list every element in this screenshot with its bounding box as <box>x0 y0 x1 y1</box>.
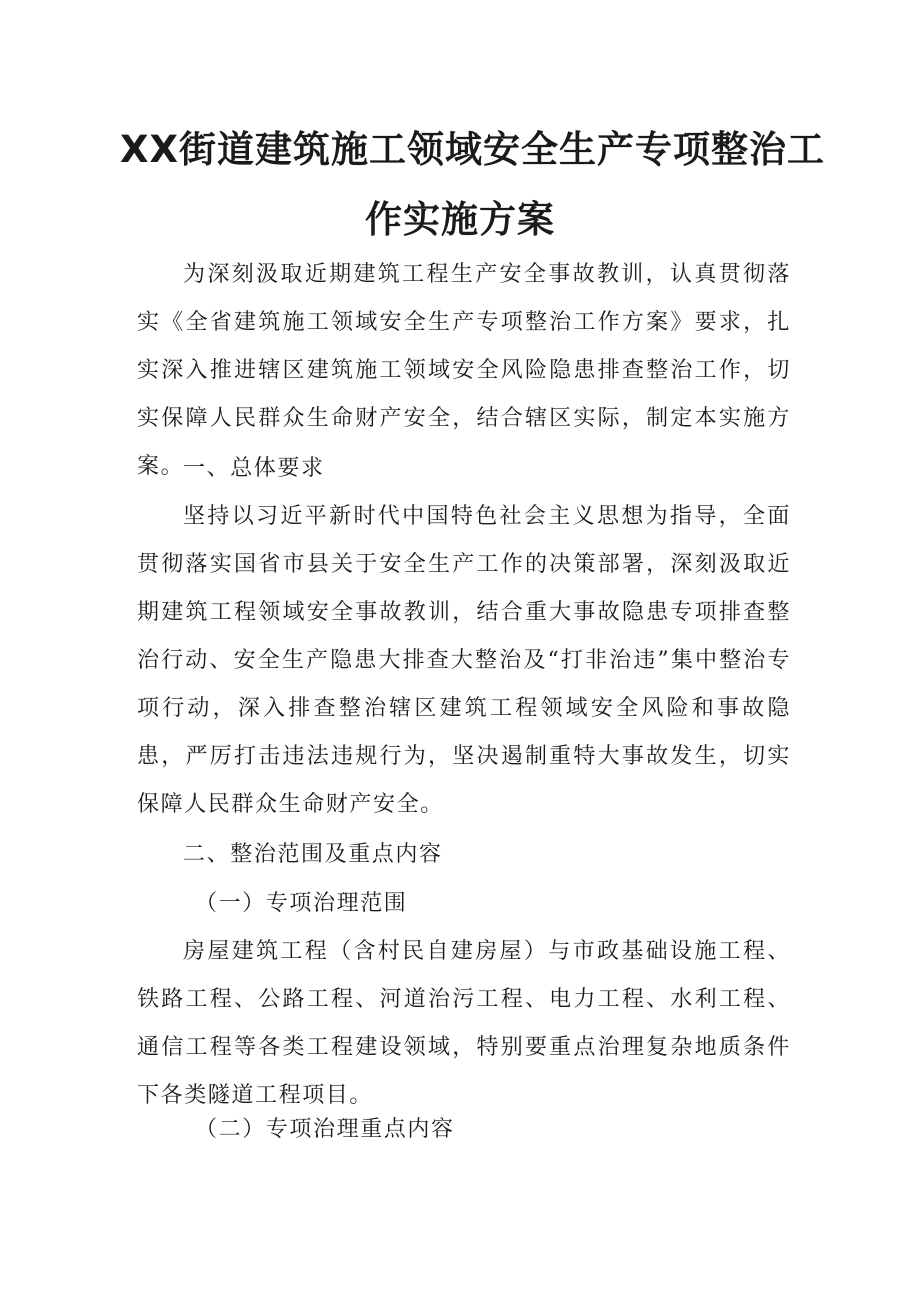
section2-heading: 二、整治范围及重点内容 <box>183 842 443 867</box>
section1-heading: 一、总体要求 <box>183 456 325 481</box>
subsection1-paragraph: 房屋建筑工程（含村民自建房屋）与市政基础设施工程、铁路工程、公路工程、河道治污工程、电力工程、水利工程、通信工程等各类工程建设领域，特别要重点治理复杂地质条件下各类隧道工程项目。 <box>137 939 791 1108</box>
document-title-line1: XX街道建筑施工领域安全生产专项整治工 <box>120 128 826 171</box>
section1-paragraph: 坚持以习近平新时代中国特色社会主义思想为指导，全面贯彻落实国省市县关于安全生产工作的决策部署，深刻汲取近期建筑工程领域安全事故教训，结合重大事故隐患专项排查整治行动、安全生产隐患大排查大整治及“打非治违”集中整治专项行动，深入排查整治辖区建筑工程领域安全风险和事故隐患，严厉打击违法违规行为，坚决遏制重特大事故发生，切实保障人民群众生命财产安全。 <box>137 504 791 817</box>
document-title-line2: 作实施方案 <box>365 198 555 241</box>
subsection2-heading: （二）专项治理重点内容 <box>195 1117 455 1142</box>
intro-paragraph: 为深刻汲取近期建筑工程生产安全事故教训，认真贯彻落实《全省建筑施工领域安全生产专项整治工作方案》要求，扎实深入推进辖区建筑施工领域安全风险隐患排查整治工作，切实保障人民群众生命财产安全，结合辖区实际，制定本实施方案。 <box>137 262 791 479</box>
subsection1-heading: （一）专项治理范围 <box>195 891 408 916</box>
